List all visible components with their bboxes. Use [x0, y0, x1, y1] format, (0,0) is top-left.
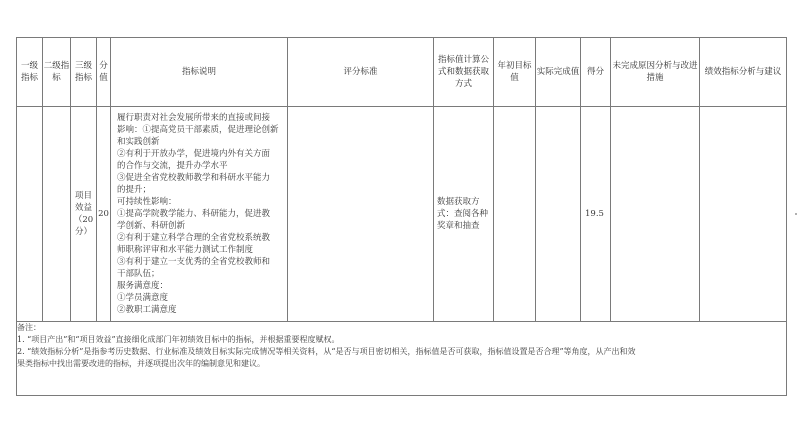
header-description: 指标说明	[111, 38, 288, 107]
description-line: ③有利于建立一支优秀的全省党校教师和	[117, 257, 271, 267]
description-line: 师职称评审和水平能力测试工作制度	[117, 245, 254, 255]
cell-formula: 数据获取方式：查阅各种奖章和抽查	[434, 107, 494, 322]
header-level1: 一级指标	[17, 38, 43, 107]
description-line: ②教职工满意度	[117, 305, 177, 315]
header-earned: 得分	[581, 38, 611, 107]
notes-cell	[17, 322, 787, 396]
description-line: 可持续性影响：	[117, 197, 177, 207]
description-line: 和实践创新	[117, 137, 160, 147]
description-line: ②有利于开放办学，促进境内外有关方面	[117, 149, 271, 159]
performance-table-sheet	[16, 37, 786, 399]
header-level3: 三级指标	[71, 38, 97, 107]
header-formula: 指标值计算公式和数据获取方式	[434, 38, 494, 107]
description-line: 服务满意度：	[117, 281, 169, 291]
header-criteria: 评分标准	[288, 38, 434, 107]
header-reason: 未完成原因分析与改进措施	[611, 38, 700, 107]
notes-line-1: 1. “项目产出”和“项目效益”直接细化成部门年初绩效目标中的指标，并根据重要程度赋权。	[17, 335, 340, 344]
cell-level3: 项目效益（20分）	[71, 107, 97, 322]
performance-indicator-table	[16, 37, 787, 396]
header-row	[17, 38, 787, 107]
cell-earned: 19.5	[581, 107, 611, 322]
description-line: 影响：①提高党员干部素质，促进理论创新	[117, 125, 279, 135]
description-line: 的提升；	[117, 185, 152, 195]
cell-actual	[536, 107, 581, 322]
cell-analysis	[700, 107, 787, 322]
header-score: 分值	[97, 38, 111, 107]
scan-dot	[795, 213, 797, 215]
description-line: 学创新、科研创新	[117, 221, 186, 231]
header-target: 年初目标值	[494, 38, 536, 107]
notes-line-2: 2. “绩效指标分析”是指参考历史数据、行业标准及绩效目标实际完成情况等相关资料，从“是否与项目密切相关，指标值是否可获取，指标值设置是否合理”等角度，从产出和效	[17, 347, 636, 356]
cell-target	[494, 107, 536, 322]
header-analysis: 绩效指标分析与建议	[700, 38, 787, 107]
header-level2: 二级指标	[43, 38, 71, 107]
cell-criteria	[288, 107, 434, 322]
header-actual: 实际完成值	[536, 38, 581, 107]
cell-reason	[611, 107, 700, 322]
cell-description	[111, 107, 288, 322]
notes-line-3: 果类指标中找出需要改进的指标，并逐项提出次年的编制意见和建议。	[17, 359, 265, 368]
cell-score: 20	[97, 107, 111, 322]
description-line: 干部队伍；	[117, 269, 160, 279]
description-line: ①提高学院教学能力、科研能力，促进教	[117, 209, 271, 219]
cell-level1	[17, 107, 43, 322]
description-line: ②有利于建立科学合理的全省党校系统教	[117, 233, 271, 243]
description-line: 的合作与交流，提升办学水平	[117, 161, 228, 171]
description-line: ①学员满意度	[117, 293, 169, 303]
cell-level2	[43, 107, 71, 322]
table-row	[17, 107, 787, 322]
description-line: 履行职责对社会发展所带来的直接或间接	[117, 113, 271, 123]
notes-row	[17, 322, 787, 396]
description-line: ③促进全省党校教师教学和科研水平能力	[117, 173, 271, 183]
notes-title: 备注：	[17, 323, 41, 332]
